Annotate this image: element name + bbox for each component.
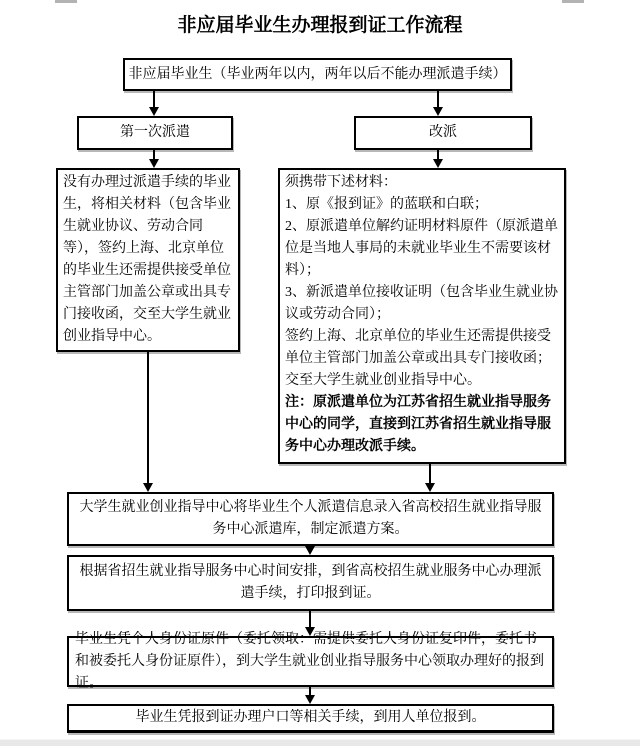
flow-reassignment-detail-box — [278, 168, 566, 464]
flow-step-record-box: 大学生就业创业指导中心将毕业生个人派遣信息录入省高校招生就业指导服务中心派遣库，制定派遣方案。 — [67, 492, 554, 546]
materials-item-2: 2、原派遣单位解约证明材料原件（原派遣单位是当地人事局的未就业毕业生不需要该材料）； — [285, 219, 558, 278]
arrow-down-icon — [305, 545, 315, 555]
flow-step-pickup-box: 毕业生凭个人身份证原件（委托领取：需提供委托人身份证复印件，委托书和被委托人身份证原件），到大学生就业创业指导服务中心领取办理好的报到证。 — [67, 636, 554, 687]
materials-extra: 签约上海、北京单位的毕业生还需提供接受单位主管部门加盖公章或出具专门接收函；交至大学生就业创业指导中心。 — [285, 329, 551, 388]
flow-first-dispatch-detail-box: 没有办理过派遣手续的毕业生，将相关材料（包含毕业生就业协议、劳动合同等），签约上海、北京单位的毕业生还需提供接受单位主管部门加盖公章或出具专门接收函，交至大学生就业创业指导中心。 — [56, 168, 240, 352]
arrow-down-icon — [149, 150, 159, 168]
page-crop-mark-left — [55, 0, 77, 3]
flow-branch-first-dispatch-box: 第一次派遣 — [77, 116, 233, 150]
arrow-down-icon — [305, 687, 315, 704]
flow-step-final-box: 毕业生凭报到证办理户口等相关手续，到用人单位报到。 — [67, 704, 554, 733]
materials-intro: 须携带下述材料： — [285, 175, 397, 190]
flow-step-dispatch-box: 根据省招生就业指导服务中心时间安排，到省高校招生就业服务中心办理派遣手续，打印报到证。 — [67, 555, 554, 611]
flow-branch-reassignment-box: 改派 — [354, 116, 532, 150]
page-crop-mark-right — [562, 0, 584, 3]
materials-item-1: 1、原《报到证》的蓝联和白联； — [285, 197, 488, 212]
arrow-down-icon — [149, 91, 159, 116]
horizontal-scrollbar[interactable] — [0, 739, 640, 746]
page-title: 非应届毕业生办理报到证工作流程 — [177, 15, 463, 36]
materials-note: 注：原派遣单位为江苏省招生就业指导服务中心的同学，直接到江苏省招生就业指导服务中心办理改派手续。 — [285, 395, 551, 454]
arrow-down-icon — [143, 352, 153, 492]
arrow-down-icon — [433, 91, 443, 116]
arrow-down-icon — [425, 464, 435, 492]
flow-start-box: 非应届毕业生（毕业两年以内，两年以后不能办理派遣手续） — [123, 58, 512, 91]
materials-item-3: 3、新派遣单位接收证明（包含毕业生就业协议或劳动合同）； — [285, 285, 558, 322]
arrow-down-icon — [433, 150, 443, 168]
